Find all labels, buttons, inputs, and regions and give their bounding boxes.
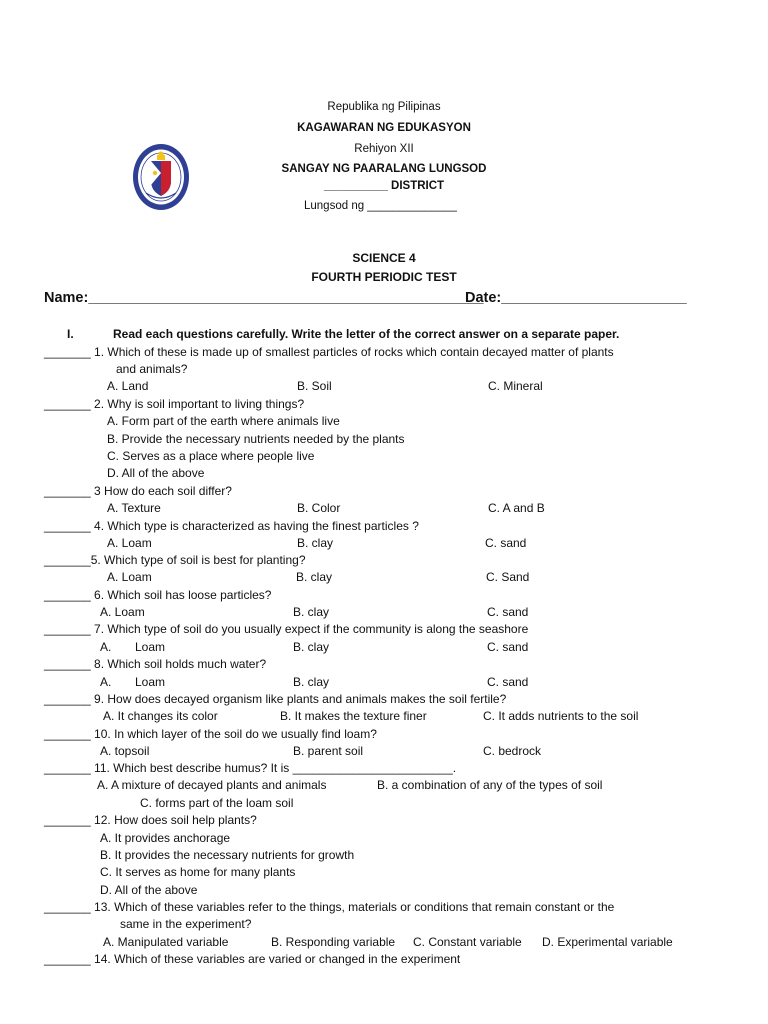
city-line: Lungsod ng ______________ <box>304 200 457 212</box>
district-line: __________ DISTRICT <box>323 180 445 192</box>
instruction-text: Read each questions carefully. Write the letter of the correct answer on a separate paper. <box>113 327 620 341</box>
q5-option-a: A. Loam <box>107 570 152 584</box>
q12-option-c: C. It serves as home for many plants <box>100 865 296 879</box>
department-line: KAGAWARAN NG EDUKASYON <box>297 122 471 134</box>
q1-option-c: C. Mineral <box>488 379 543 393</box>
question-13-cont: same in the experiment? <box>120 917 252 931</box>
question-5: _______5. Which type of soil is best for planting? <box>44 553 306 567</box>
q12-option-a: A. It provides anchorage <box>100 831 231 845</box>
q3-option-c: C. A and B <box>488 501 545 515</box>
q4-option-a: A. Loam <box>107 536 152 550</box>
q4-option-c: C. sand <box>485 536 527 550</box>
q8-option-c: C. sand <box>487 675 529 689</box>
q11-option-c: C. forms part of the loam soil <box>140 796 294 810</box>
q9-option-b: B. It makes the texture finer <box>280 709 427 723</box>
question-13: _______ 13. Which of these variables refer to the things, materials or conditions that remain constant or the <box>44 900 615 914</box>
q6-option-c: C. sand <box>487 605 529 619</box>
q8-option-a-text: Loam <box>135 675 166 689</box>
q3-option-a: A. Texture <box>107 501 161 515</box>
question-3: _______ 3 How do each soil differ? <box>44 484 232 498</box>
q9-option-c: C. It adds nutrients to the soil <box>483 709 639 723</box>
question-9: _______ 9. How does decayed organism like plants and animals makes the soil fertile? <box>44 692 507 706</box>
q2-option-b: B. Provide the necessary nutrients needed by the plants <box>107 432 405 446</box>
question-6: _______ 6. Which soil has loose particles? <box>44 588 272 602</box>
q2-option-d: D. All of the above <box>107 466 205 480</box>
q13-option-b: B. Responding variable <box>271 935 396 949</box>
q3-option-b: B. Color <box>297 501 341 515</box>
q13-option-c: C. Constant variable <box>413 935 522 949</box>
q8-option-b: B. clay <box>293 675 330 689</box>
q2-option-a: A. Form part of the earth where animals live <box>107 414 340 428</box>
q9-option-a: A. It changes its color <box>103 709 218 723</box>
question-11: _______ 11. Which best describe humus? It is ________________________. <box>44 761 457 775</box>
q12-option-d: D. All of the above <box>100 883 198 897</box>
question-14: _______ 14. Which of these variables are varied or changed in the experiment <box>44 952 461 966</box>
question-10: _______ 10. In which layer of the soil do we usually find loam? <box>44 727 377 741</box>
q11-option-b: B. a combination of any of the types of soil <box>377 778 603 792</box>
exam-title: FOURTH PERIODIC TEST <box>311 270 457 284</box>
division-line: SANGAY NG PAARALANG LUNGSOD <box>281 163 487 175</box>
q12-option-b: B. It provides the necessary nutrients for growth <box>100 848 355 862</box>
q13-option-a: A. Manipulated variable <box>103 935 229 949</box>
question-1: _______ 1. Which of these is made up of smallest particles of rocks which contain decayed matter of plants <box>44 345 614 359</box>
q5-option-c: C. Sand <box>486 570 530 584</box>
q7-option-a-text: Loam <box>135 640 166 654</box>
question-4: _______ 4. Which type is characterized as having the finest particles ? <box>44 519 419 533</box>
question-12: _______ 12. How does soil help plants? <box>44 813 257 827</box>
q1-option-a: A. Land <box>107 379 149 393</box>
q2-option-c: C. Serves as a place where people live <box>107 449 315 463</box>
q6-option-a: A. Loam <box>100 605 145 619</box>
name-field[interactable]: Name:_________________________________________________ <box>44 290 484 306</box>
q1-option-b: B. Soil <box>297 379 332 393</box>
q7-option-b: B. clay <box>293 640 330 654</box>
q10-option-c: C. bedrock <box>483 744 542 758</box>
deped-seal-logo <box>132 143 190 211</box>
instruction-numeral: I. <box>67 327 74 341</box>
q11-option-a: A. A mixture of decayed plants and animals <box>97 778 327 792</box>
region-line: Rehiyon XII <box>354 143 414 155</box>
republic-line: Republika ng Pilipinas <box>327 101 441 113</box>
q7-option-c: C. sand <box>487 640 529 654</box>
q4-option-b: B. clay <box>297 536 334 550</box>
date-field[interactable]: Date:_______________________ <box>465 290 687 306</box>
q13-option-d: D. Experimental variable <box>542 935 673 949</box>
question-2: _______ 2. Why is soil important to living things? <box>44 397 305 411</box>
question-7: _______ 7. Which type of soil do you usually expect if the community is along the seashore <box>44 622 529 636</box>
q8-option-a-letter: A. <box>100 675 112 689</box>
q5-option-b: B. clay <box>296 570 333 584</box>
q6-option-b: B. clay <box>293 605 330 619</box>
q10-option-b: B. parent soil <box>293 744 364 758</box>
q7-option-a-letter: A. <box>100 640 112 654</box>
question-8: _______ 8. Which soil holds much water? <box>44 657 267 671</box>
question-1-cont: and animals? <box>116 362 188 376</box>
subject-title: SCIENCE 4 <box>352 251 416 265</box>
q10-option-a: A. topsoil <box>100 744 150 758</box>
